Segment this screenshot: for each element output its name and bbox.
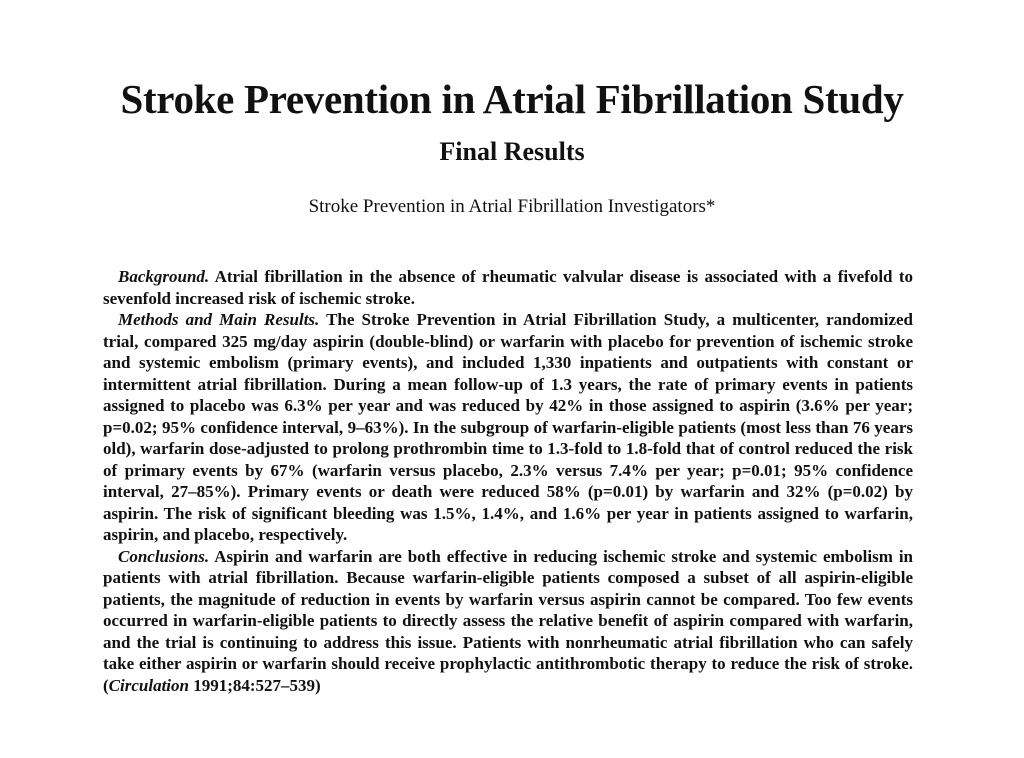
background-label: Background. bbox=[118, 267, 210, 286]
paper-subtitle: Final Results bbox=[439, 137, 585, 166]
conclusions-label: Conclusions. bbox=[118, 546, 210, 566]
abstract bbox=[103, 266, 913, 696]
citation-journal: Circulation bbox=[108, 675, 189, 695]
abstract-background bbox=[103, 266, 913, 309]
abstract-methods bbox=[103, 309, 913, 546]
methods-label: Methods and Main Results. bbox=[118, 310, 320, 329]
conclusions-text: Aspirin and warfarin are both effective in reducing ischemic stroke and systemic embolism in patients with atrial fibrillation. Because warfarin-eligible patients composed a subset of all aspirin-eligible patients, the magnitude of reduction in events by warfarin versus aspirin cannot be compared. Too few events occurred in warfarin-eligible patients to directly assess the relative benefit of aspirin compared with warfarin, and the trial is continuing to address this issue. Patients with nonrheumatic atrial fibrillation who can safely take either aspirin or warfarin should receive prophylactic antithrombotic therapy to reduce the risk of stroke. ( bbox=[103, 546, 913, 695]
paper-title: Stroke Prevention in Atrial Fibrillation Study bbox=[120, 76, 904, 122]
paper-authors: Stroke Prevention in Atrial Fibrillation Investigators* bbox=[308, 196, 716, 217]
background-text: Atrial fibrillation in the absence of rheumatic valvular disease is associated with a fivefold to sevenfold increased risk of ischemic stroke. bbox=[103, 267, 913, 308]
citation-ref: 1991;84:527–539) bbox=[188, 675, 321, 695]
methods-text: The Stroke Prevention in Atrial Fibrillation Study, a multicenter, randomized trial, compared 325 mg/day aspirin (double-blind) or warfarin with placebo for prevention of ischemic stroke and systemic embolism (primary events), and included 1,330 inpatients and outpatients with constant or intermittent atrial fibrillation. During a mean follow-up of 1.3 years, the rate of primary events in patients assigned to placebo was 6.3% per year and was reduced by 42% in those assigned to aspirin (3.6% per year; p=0.02; 95% confidence interval, 9–63%). In the subgroup of warfarin-eligible patients (most less than 76 years old), warfarin dose-adjusted to prolong prothrombin time to 1.3-fold to 1.8-fold that of control reduced the risk of primary events by 67% (warfarin versus placebo, 2.3% versus 7.4% per year; p=0.01; 95% confidence interval, 27–85%). Primary events or death were reduced 58% (p=0.01) by warfarin and 32% (p=0.02) by aspirin. The risk of significant bleeding was 1.5%, 1.4%, and 1.6% per year in patients assigned to warfarin, aspirin, and placebo, respectively. bbox=[103, 310, 913, 544]
abstract-conclusions bbox=[103, 546, 913, 697]
